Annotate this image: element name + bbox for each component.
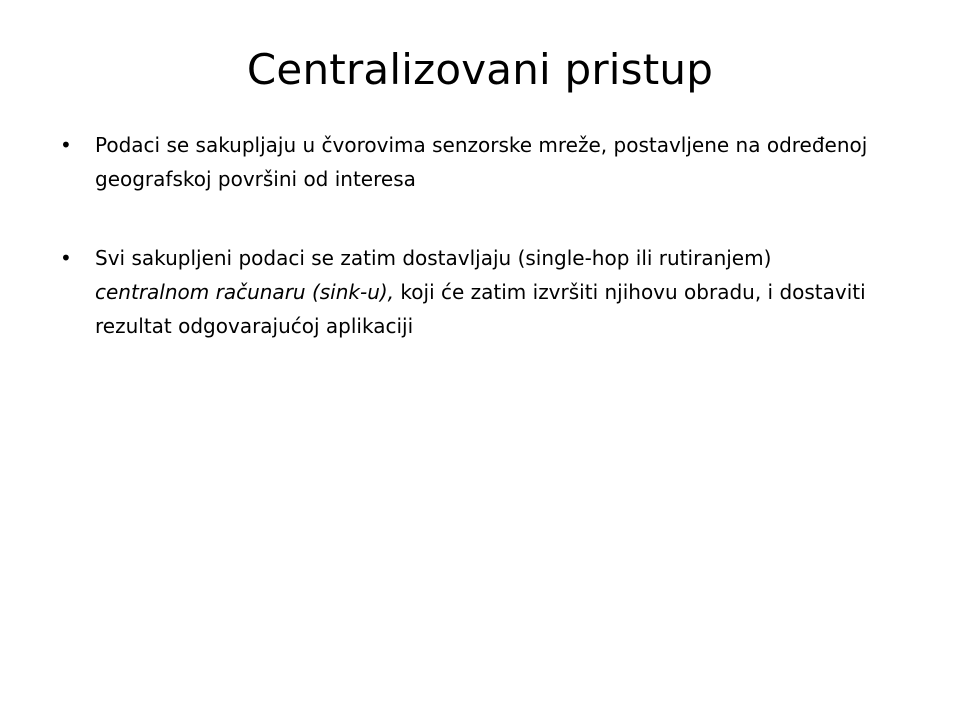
bullet-item [60,128,890,196]
bullet-marker: • [60,246,72,270]
bullet-item [60,241,890,343]
bullet-text-italic: centralnom računaru (sink-u), [95,280,395,304]
bullet-text: Podaci se sakupljaju u čvorovima senzorske mreže, postavljene na određenoj geografskoj površini od interesa [95,133,868,191]
bullet-marker: • [60,133,72,157]
bullet-text: koji će zatim izvršiti njihovu obradu, i dostaviti rezultat odgovarajućoj aplikaciji [95,280,866,338]
bullet-text: Svi sakupljeni podaci se zatim dostavljaju (single-hop ili rutiranjem) [95,246,772,270]
slide-title: Centralizovani pristup [246,45,714,94]
bullet-list [60,128,890,343]
